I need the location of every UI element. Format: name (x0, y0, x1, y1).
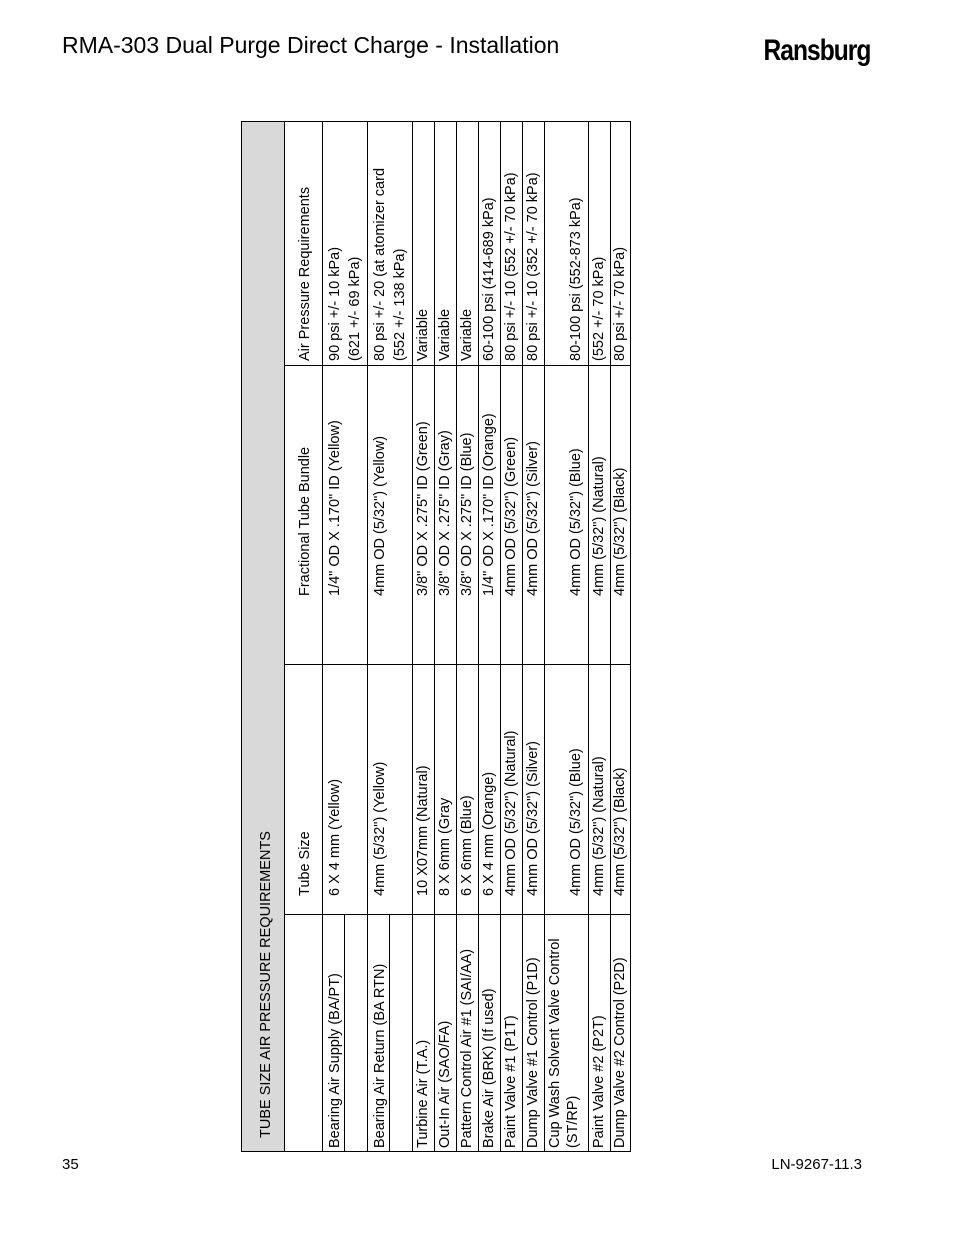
row-tube-size: 6 X 4 mm (Yellow) (327, 778, 343, 896)
row-divider (434, 122, 435, 1151)
row-name: Paint Valve #1 (P1T) (503, 1015, 519, 1148)
row-tube-bundle: 1/4" OD X .170" ID (Yellow) (327, 420, 343, 596)
row-name: Dump Valve #1 Control (P1D) (525, 957, 541, 1148)
row-tube-size: 4mm (5/32") (Black) (612, 767, 628, 896)
row-tube-bundle: 4mm (5/32") (Black) (612, 467, 628, 596)
row-tube-size: 6 X 6mm (Blue) (459, 795, 475, 896)
document-id: LN-9267-11.3 (771, 1156, 862, 1173)
row-name: Paint Valve #2 (P2T) (591, 1015, 607, 1148)
row-tube-size: 4mm (5/32") (Yellow) (372, 761, 388, 896)
row-air-pressure: Variable (415, 308, 431, 361)
rotated-table-wrapper (241, 121, 631, 1152)
row-name-line2: (ST/RP) (565, 1095, 581, 1148)
row-subdivider (389, 915, 390, 1151)
row-divider (478, 122, 479, 1151)
row-tube-size: 4mm OD (5/32") (Blue) (568, 748, 584, 896)
row-divider (588, 122, 589, 1151)
row-divider (500, 122, 501, 1151)
row-name: Bearing Air Supply (BA/PT) (327, 973, 343, 1148)
row-tube-size: 10 X07mm (Natural) (415, 765, 431, 896)
row-tube-bundle: 3/8" OD X .275" ID (Gray) (437, 430, 453, 596)
row-tube-size: 4mm (5/32") (Natural) (591, 756, 607, 896)
row-air-pressure: 80-100 psi (552-873 kPa) (568, 197, 584, 361)
row-air-pressure: (552 +/- 70 kPa) (591, 256, 607, 361)
row-air-pressure: 60-100 psi (414-689 kPa) (481, 197, 497, 361)
row-tube-size: 8 X 6mm (Gray (437, 797, 453, 896)
row-name: Out-In Air (SAO/FA) (437, 1020, 453, 1148)
row-air-pressure: Variable (437, 308, 453, 361)
row-tube-bundle: 4mm OD (5/32") (Blue) (568, 448, 584, 596)
row-air-pressure-kpa: (621 +/- 69 kPa) (347, 256, 363, 361)
column-header-air-pressure: Air Pressure Requirements (297, 186, 313, 361)
row-tube-size: 6 X 4 mm (Orange) (481, 771, 497, 896)
table-title: TUBE SIZE AIR PRESSURE REQUIREMENTS (258, 831, 274, 1138)
row-divider (412, 122, 413, 1151)
row-divider (610, 122, 611, 1151)
row-divider (522, 122, 523, 1151)
row-tube-bundle: 3/8" OD X .275" ID (Blue) (459, 432, 475, 596)
row-air-pressure: 80 psi +/- 10 (352 +/- 70 kPa) (525, 172, 541, 361)
brand-logo: Ransburg (763, 34, 870, 67)
row-divider (544, 122, 545, 1151)
row-air-pressure: 80 psi +/- 20 (at atomizer card (372, 167, 388, 361)
air-pressure-table (241, 121, 631, 1152)
row-tube-bundle: 4mm OD (5/32") (Yellow) (372, 435, 388, 596)
row-tube-size: 4mm OD (5/32") (Silver) (525, 741, 541, 896)
row-tube-bundle: 4mm OD (5/32") (Silver) (525, 441, 541, 596)
row-name: Brake Air (BRK) (If used) (481, 988, 497, 1148)
row-air-pressure: 80 psi +/- 70 kPa) (612, 246, 628, 361)
row-name: Pattern Control Air #1 (SAI/AA) (459, 948, 475, 1148)
page-number: 35 (62, 1156, 79, 1173)
row-name: Turbine Air (T.A.) (415, 1039, 431, 1148)
row-name: Cup Wash Solvent Valve Control (547, 938, 563, 1148)
row-air-pressure: 90 psi +/- 10 kPa) (327, 246, 343, 361)
row-divider (367, 122, 368, 1151)
column-header-tube-size: Tube Size (297, 831, 313, 896)
row-subdivider (344, 915, 345, 1151)
table-title-bar (242, 122, 285, 1151)
page-header-title: RMA-303 Dual Purge Direct Charge - Installation (62, 32, 560, 58)
row-name: Dump Valve #2 Control (P2D) (612, 957, 628, 1148)
column-divider (285, 914, 630, 915)
row-air-pressure: Variable (459, 308, 475, 361)
column-divider (285, 365, 630, 366)
header-row-divider (322, 122, 323, 1151)
row-divider (456, 122, 457, 1151)
row-tube-bundle: 4mm (5/32") (Natural) (591, 456, 607, 596)
row-tube-bundle: 1/4" OD X .170" ID (Orange) (481, 413, 497, 596)
column-header-fractional-tube-bundle: Fractional Tube Bundle (297, 446, 313, 596)
row-air-pressure: 80 psi +/- 10 (552 +/- 70 kPa) (503, 172, 519, 361)
row-tube-bundle: 3/8" OD X .275" ID (Green) (415, 421, 431, 596)
column-divider (285, 664, 630, 665)
row-air-pressure-kpa: (552 +/- 138 kPa) (392, 248, 408, 361)
row-name: Bearing Air Return (BA RTN) (372, 963, 388, 1148)
row-tube-bundle: 4mm OD (5/32") (Green) (503, 436, 519, 596)
row-tube-size: 4mm OD (5/32") (Natural) (503, 730, 519, 896)
